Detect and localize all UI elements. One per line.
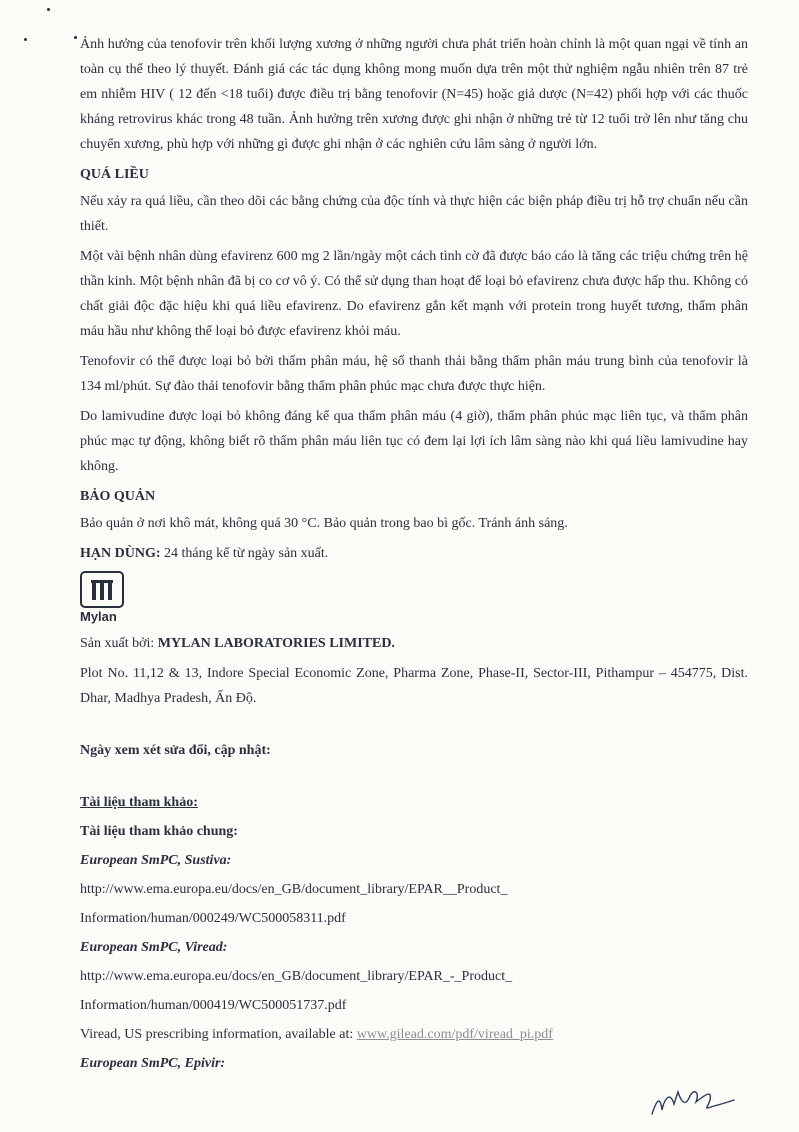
references-heading: Tài liệu tham khảo:	[80, 795, 198, 810]
mylan-logo-word: Mylan	[80, 609, 117, 624]
overdose-paragraph-1: Nếu xảy ra quá liều, cần theo dõi các bằng chứng của độc tính và thực hiện các biện pháp điều trị hỗ trợ chuẩn nếu cần thiết.	[80, 194, 748, 234]
manufacturer-label: Sản xuất bởi:	[80, 636, 158, 651]
ref-viread-us-line	[80, 1022, 748, 1047]
storage-heading: BẢO QUẢN	[80, 489, 156, 504]
expiry-label: HẠN DÙNG:	[80, 546, 161, 561]
ref-viread-url-1: http://www.ema.europa.eu/docs/en_GB/document_library/EPAR_-_Product_	[80, 969, 513, 984]
overdose-paragraph-2: Một vài bệnh nhân dùng efavirenz 600 mg 2 lần/ngày một cách tình cờ đã được báo cáo là tăng các triệu chứng trên hệ thần kinh. Một bệnh nhân đã bị co cơ vô ý. Có thể sử dụng than hoạt để loại bỏ efavirenz chưa được hấp thu. Không có chất giải độc đặc hiệu khi quá liều efavirenz. Do efavirenz gắn kết mạnh với protein trong huyết tương, thẩm phân máu hầu như không thể loại bỏ được efavirenz khỏi máu.	[80, 249, 748, 339]
expiry-text: 24 tháng kể từ ngày sản xuất.	[160, 546, 329, 561]
manufacturer-address: Plot No. 11,12 & 13, Indore Special Economic Zone, Pharma Zone, Phase-II, Sector-III, Pithampur – 454775, Dist. Dhar, Madhya Pradesh, Ấn Độ.	[80, 666, 748, 706]
storage-text: Bảo quản ở nơi khô mát, không quá 30 °C. Bảo quản trong bao bì gốc. Tránh ánh sáng.	[80, 516, 568, 531]
scan-speck	[74, 36, 77, 39]
ref-viread-us-link[interactable]: www.gilead.com/pdf/viread_pi.pdf	[356, 1027, 553, 1042]
revision-date-label: Ngày xem xét sửa đổi, cập nhật:	[80, 743, 271, 758]
mylan-logo-icon	[80, 571, 124, 608]
manufacturer-name: MYLAN LABORATORIES LIMITED.	[157, 636, 395, 651]
handwritten-initials	[648, 1082, 738, 1122]
ref-viread-us-label: Viread, US prescribing information, available at:	[80, 1027, 357, 1042]
scan-speck	[24, 38, 27, 41]
document-page	[80, 32, 748, 1080]
overdose-paragraph-4: Do lamivudine được loại bỏ không đáng kể qua thẩm phân máu (4 giờ), thẩm phân phúc mạc liên tục, và thẩm phân phúc mạc tự động, không biết rõ thẩm phân máu liên tục có đem lại lợi ích lâm sàng nào khi quá liều lamivudine hay không.	[80, 409, 748, 474]
expiry-line	[80, 541, 748, 566]
overdose-paragraph-3: Tenofovir có thể được loại bỏ bởi thẩm phân máu, hệ số thanh thải bằng thẩm phân máu trung bình của tenofovir là 134 ml/phút. Sự đào thải tenofovir bằng thẩm phân phúc mạc chưa được thực hiện.	[80, 354, 748, 394]
ref-viread-url-2: Information/human/000419/WC500051737.pdf	[80, 998, 347, 1013]
scan-speck	[47, 8, 50, 11]
ref-sustiva-url-1: http://www.ema.europa.eu/docs/en_GB/document_library/EPAR__Product_	[80, 882, 508, 897]
bone-effect-paragraph: Ảnh hưởng của tenofovir trên khối lượng xương ở những người chưa phát triển hoàn chỉnh là một quan ngại về tính an toàn cụ thể theo lý thuyết. Đánh giá các tác dụng không mong muốn dựa trên một thử nghiệm ngẫu nhiên trên 87 trẻ em nhiễm HIV ( 12 đến <18 tuổi) được điều trị bằng tenofovir (N=45) hoặc giả dược (N=42) phối hợp với các thuốc kháng retrovirus khác trong 48 tuần. Ảnh hưởng trên xương được ghi nhận ở những trẻ từ 12 tuổi trở lên như tăng chu chuyển xương, phù hợp với những gì được ghi nhận ở các nghiên cứu lâm sàng ở người lớn.	[80, 37, 748, 152]
ref-sustiva-title: European SmPC, Sustiva:	[80, 853, 232, 868]
mylan-logo-glyph	[89, 578, 115, 602]
overdose-heading: QUÁ LIỀU	[80, 167, 149, 182]
references-general: Tài liệu tham khảo chung:	[80, 824, 238, 839]
ref-viread-title: European SmPC, Viread:	[80, 940, 228, 955]
manufacturer-line	[80, 631, 748, 656]
ref-sustiva-url-2: Information/human/000249/WC500058311.pdf	[80, 911, 346, 926]
ref-epivir-title: European SmPC, Epivir:	[80, 1056, 226, 1071]
